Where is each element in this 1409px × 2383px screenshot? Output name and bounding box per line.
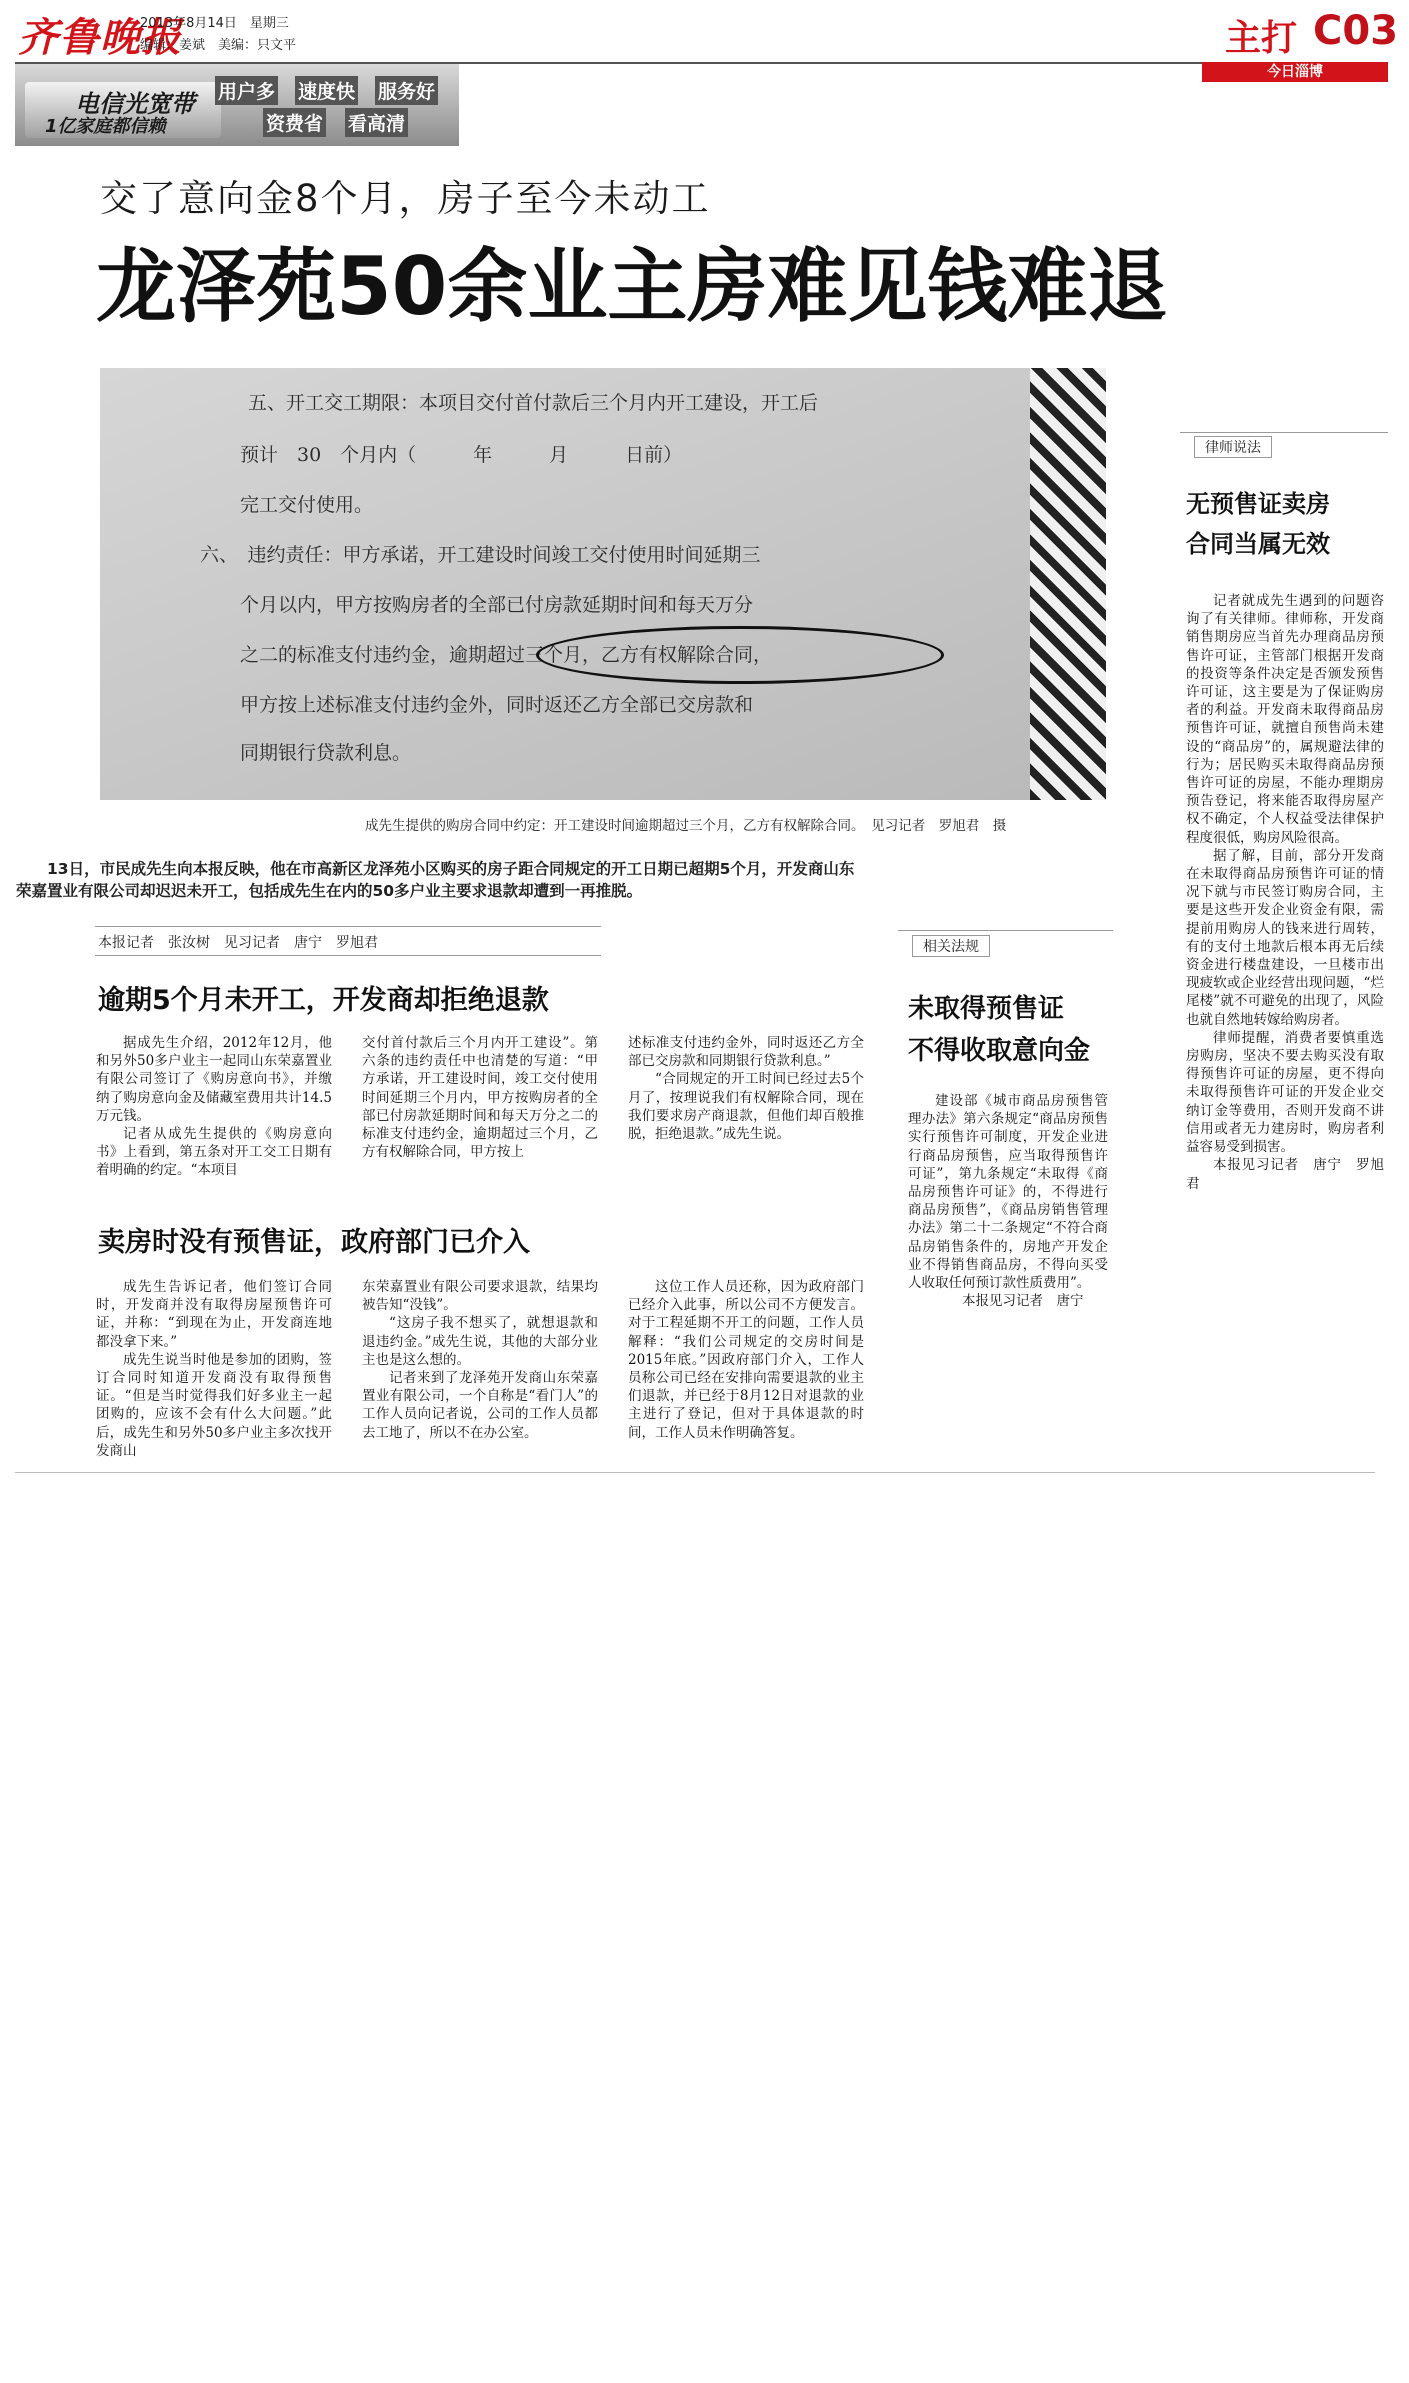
banner-word-1: 用户多	[215, 76, 278, 105]
sidebar-lawyer-body	[1186, 592, 1384, 1193]
photo-text-line: 之二的标准支付违约金，逾期超过三个月，乙方有权解除合同，	[240, 644, 773, 666]
article-bottom-rule	[15, 1472, 1375, 1473]
section2-col3	[628, 1278, 864, 1442]
paragraph: 本报见习记者 唐宁	[962, 1293, 1084, 1310]
photo-caption: 成先生提供的购房合同中约定：开工建设时间逾期超过三个月，乙方有权解除合同。 见习记者 罗旭君 摄	[365, 818, 1007, 834]
photo-text-line: 六、 违约责任：甲方承诺，开工建设时间竣工交付使用时间延期三	[200, 544, 761, 566]
headline-main: 龙泽苑50余业主房难见钱难退	[96, 240, 1168, 333]
paragraph: “合同规定的开工时间已经过去5个月了，按理说我们有权解除合同，现在我们要求房产商退款，但他们却百般推脱，拒绝退款。”成先生说。	[628, 1071, 864, 1143]
banner-word-4: 资费省	[263, 108, 326, 137]
sidebar-law-title-1: 未取得预售证	[908, 994, 1065, 1024]
byline: 本报记者 张汝树 见习记者 唐宁 罗旭君	[98, 935, 378, 951]
section1-col2	[362, 1034, 598, 1161]
sidebar-lawyer-title-2: 合同当属无效	[1186, 530, 1330, 558]
sidebar-law-body	[908, 1092, 1108, 1310]
paragraph: 记者从成先生提供的《购房意向书》上看到，第五条对开工交工日期有着明确的约定。“本项目	[96, 1126, 332, 1179]
paragraph: 本报见习记者 唐宁 罗旭君	[1186, 1157, 1384, 1192]
paragraph: 据了解，目前，部分开发商在未取得商品房预售许可证的情况下就与市民签订购房合同，主要是这些开发企业资金有限，需提前用购房人的钱来进行周转，有的支付土地款后根本再无后续资金进行楼盘建设，一旦楼市出现疲软或企业经营出现问题，“烂尾楼”就不可避免的出现了，风险也就自然地转嫁给购房者。	[1186, 847, 1384, 1028]
paragraph: 记者就成先生遇到的问题咨询了有关律师。律师称，开发商销售期房应当首先办理商品房预售许可证，主管部门根据开发商的投资等条件决定是否颁发预售许可证，这主要是为了保证购房者的利益。开发商未取得商品房预售许可证，就擅自预售尚未建设的“商品房”的，属规避法律的行为；居民购买未取得商品房预售许可证的房屋，不能办理期房预告登记，将来能否取得房屋产权不确定，个人权益受法律保护程度很低，购房风险很高。	[1186, 593, 1384, 846]
section2-title: 卖房时没有预售证，政府部门已介入	[98, 1227, 530, 1258]
photo-text-line: 预计 30 个月内（ 年 月 日前）	[240, 444, 683, 466]
newspaper-logo: 齐鲁晚报	[18, 14, 182, 61]
paragraph: 律师提醒，消费者要慎重选房购房，坚决不要去购买没有取得预售许可证的房屋，更不得向未取得预售许可证的开发企业交纳订金等费用，否则开发商不讲信用或者无力建房时，购房者利益容易受到损害。	[1186, 1029, 1384, 1156]
contract-photo	[100, 368, 1106, 800]
banner-word-3: 服务好	[375, 76, 438, 105]
sidebar-lawyer-rule	[1180, 432, 1388, 433]
banner-word-5: 看高清	[345, 108, 408, 137]
paragraph: 东荣嘉置业有限公司要求退款，结果均被告知“没钱”。	[362, 1279, 598, 1314]
banner-word-2: 速度快	[295, 76, 358, 105]
photo-text-line: 完工交付使用。	[240, 494, 374, 516]
paragraph: “这房子我不想买了，就想退款和退违约金。”成先生说，其他的大部分业主也是这么想的。	[362, 1315, 598, 1368]
highlight-ellipse	[536, 626, 944, 684]
sidebar-law-rule	[898, 930, 1113, 931]
photo-text-line: 甲方按上述标准支付违约金外，同时返还乙方全部已交房款和	[240, 694, 754, 716]
editor-line: 编辑：姜斌 美编：只文平	[140, 38, 297, 53]
paragraph: 交付首付款后三个月内开工建设”。第六条的违约责任中也清楚的写道：“甲方承诺，开工建设时间，竣工交付使用时间延期三个月内，甲方按购房者的全部已付房款延期时间和每天万分之二的标准支付违约金，逾期超过三个月，乙方有权解除合同，甲方按上	[362, 1035, 598, 1161]
date-line: 2013年8月14日 星期三	[140, 16, 289, 31]
byline-rule-bottom	[95, 955, 601, 956]
section1-title: 逾期5个月未开工，开发商却拒绝退款	[98, 985, 549, 1016]
paragraph: 这位工作人员还称，因为政府部门已经介入此事，所以公司不方便发言。对于工程延期不开工的问题，工作人员解释：“我们公司规定的交房时间是2015年底。”因政府部门介入，工作人员称公司已经在安排向需要退款的业主们退款，并已经于8月12日对退款的业主进行了登记，但对于具体退款的时间，工作人员未作明确答复。	[628, 1279, 864, 1441]
paragraph: 记者来到了龙泽苑开发商山东荣嘉置业有限公司，一个自称是“看门人”的工作人员向记者说，公司的工作人员都去工地了，所以不在办公室。	[362, 1370, 598, 1441]
sidebar-lawyer-title-1: 无预售证卖房	[1186, 490, 1330, 518]
sidebar-lawyer-tag: 律师说法	[1194, 436, 1272, 458]
subsection-tab: 今日淄博	[1202, 62, 1388, 82]
paragraph: 建设部《城市商品房预售管理办法》第六条规定“商品房预售实行预售许可制度，开发企业进行商品房预售，应当取得预售许可证”，第九条规定“未取得《商品房预售许可证》的，不得进行商品房预售”，《商品房销售管理办法》第二十二条规定“不符合商品房销售条件的，房地产开发企业不得销售商品房，不得向买受人收取任何预订款性质费用”。	[908, 1093, 1108, 1292]
paragraph: 述标准支付违约金外，同时返还乙方全部已交房款和同期银行贷款利息。”	[628, 1035, 864, 1070]
banner-brand-main: 电信光宽带	[75, 90, 195, 118]
lead-paragraph	[16, 858, 866, 902]
photo-lace-border	[1030, 368, 1106, 800]
headline-kicker: 交了意向金8个月，房子至今未动工	[100, 177, 711, 220]
banner-brand-sub: 1亿家庭都信赖	[45, 116, 166, 137]
paragraph: 成先生说当时他是参加的团购，签订合同时知道开发商没有取得预售证。“但是当时觉得我们好多业主一起团购的，应该不会有什么大问题。”此后，成先生和另外50多户业主多次找开发商山	[96, 1351, 332, 1459]
section1-col3	[628, 1034, 864, 1143]
byline-rule	[95, 926, 601, 927]
photo-text-line: 个月以内，甲方按购房者的全部已付房款延期时间和每天万分	[240, 594, 754, 616]
section1-col1	[96, 1034, 332, 1180]
lead-text: 13日，市民成先生向本报反映，他在市高新区龙泽苑小区购买的房子距合同规定的开工日期已超期5个月，开发商山东荣嘉置业有限公司却迟迟未开工，包括成先生在内的50多户业主要求退款却遭到一再推脱。	[16, 860, 855, 900]
telecom-banner-ad	[15, 64, 459, 146]
photo-text-line: 同期银行贷款利息。	[240, 742, 412, 764]
page-code: C03	[1313, 8, 1399, 54]
section-label: 主打	[1225, 18, 1298, 59]
masthead	[0, 0, 1409, 62]
photo-text-line: 五、开工交工期限：本项目交付首付款后三个月内开工建设，开工后	[248, 392, 819, 414]
paragraph: 成先生告诉记者，他们签订合同时，开发商并没有取得房屋预售许可证，并称：“到现在为止，开发商连地都没拿下来。”	[96, 1279, 332, 1350]
sidebar-law-tag: 相关法规	[912, 935, 990, 957]
sidebar-law-title-2: 不得收取意向金	[908, 1036, 1091, 1066]
section2-col2	[362, 1278, 598, 1442]
section2-col1	[96, 1278, 332, 1460]
paragraph: 据成先生介绍，2012年12月，他和另外50多户业主一起同山东荣嘉置业有限公司签订了《购房意向书》，并缴纳了购房意向金及储藏室费用共计14.5万元钱。	[96, 1035, 332, 1124]
